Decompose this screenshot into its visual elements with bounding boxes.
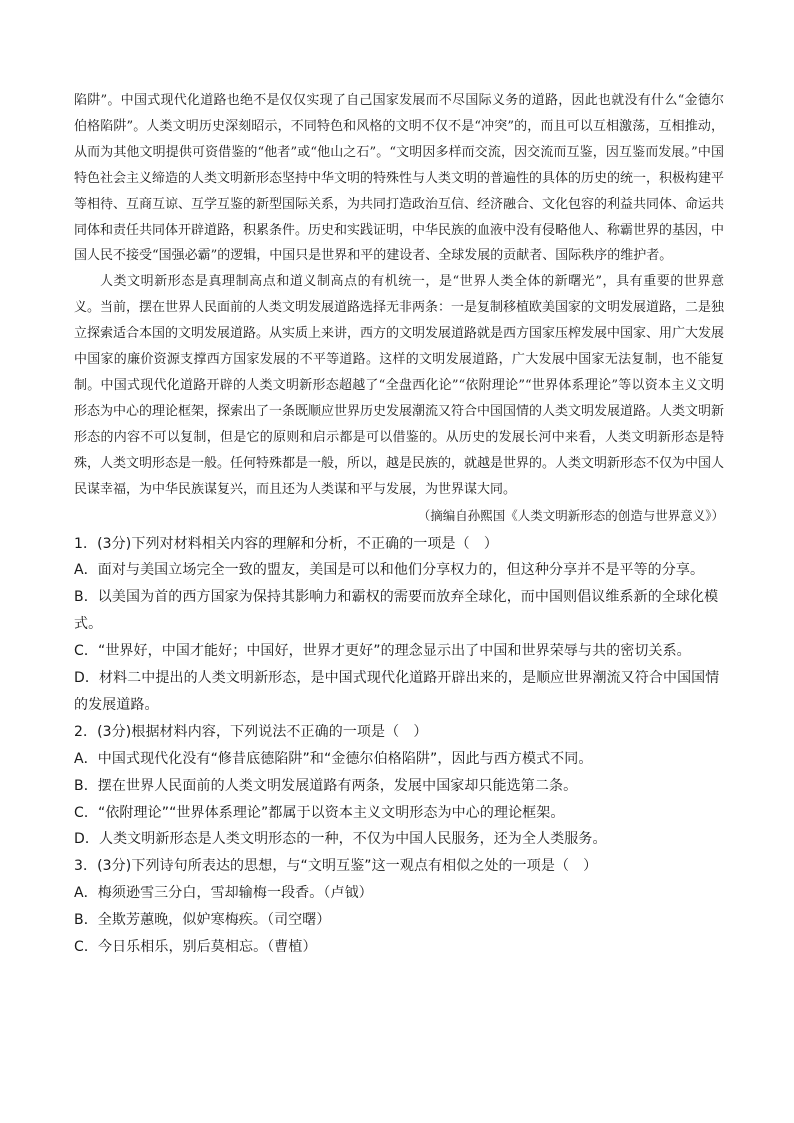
question-1: [74, 531, 724, 719]
question-stem: 2．(3分)根据材料内容，下列说法不正确的一项是（ ）: [74, 723, 428, 740]
answer-option: B．摆在世界人民面前的人类文明发展道路有两条，发展中国家却只能选第二条。: [74, 777, 578, 794]
passage-paragraph-1: 陷阱”。中国式现代化道路也绝不是仅仅实现了自己国家发展而不尽国际义务的道路，因此也就没有什么“金德尔伯格陷阱”。人类文明历史深刻昭示，不同特色和风格的文明不仅不是“冲突”的，而且可以互相激荡，互相推动，从而为其他文明提供可资借鉴的“他者”或“他山之石”。“文明因多样而交流，因交流而互鉴，因互鉴而发展。”中国特色社会主义缔造的人类文明新形态坚持中华文明的特殊性与人类文明的普遍性的具体的历史的统一，积极构建平等相待、互商互谅、互学互鉴的新型国际关系，为共同打造政治互信、经济融合、文化包容的利益共同体、命运共同体和责任共同体开辟道路，积累条件。历史和实践证明，中华民族的血液中没有侵略他人、称霸世界的基因，中国人民不接受“国强必霸”的逻辑，中国只是世界和平的建设者、全球发展的贡献者、国际秩序的维护者。: [74, 93, 725, 264]
question-3: [74, 853, 724, 961]
question-list: [74, 531, 724, 962]
answer-option: B．以美国为首的西方国家为保持其影响力和霸权的需要而放弃全球化，而中国则倡议维系新的全球化模式。: [74, 589, 719, 633]
question-2: [74, 719, 724, 854]
answer-option: D．材料二中提出的人类文明新形态，是中国式现代化道路开辟出来的，是顺应世界潮流又符合中国国情的发展道路。: [74, 670, 720, 713]
question-stem: 3．(3分)下列诗句所表达的思想，与“文明互鉴”这一观点有相似之处的一项是（ ）: [74, 858, 598, 875]
answer-option: A．面对与美国立场完全一致的盟友，美国是可以和他们分享权力的，但这种分享并不是平等的分享。: [74, 562, 705, 579]
answer-option: A．中国式现代化没有“修昔底德陷阱”和“金德尔伯格陷阱”，因此与西方模式不同。: [74, 750, 593, 767]
answer-option: C．今日乐相乐，别后莫相忘。（曹植）: [74, 939, 317, 956]
passage-source: （摘编自孙熙国《人类文明新形态的创造与世界意义》）: [417, 507, 724, 523]
answer-option: D．人类文明新形态是人类文明形态的一种，不仅为中国人民服务，还为全人类服务。: [74, 831, 607, 848]
passage-paragraph-2: 人类文明新形态是真理制高点和道义制高点的有机统一，是“世界人类全体的新曙光”，具有重要的世界意义。当前，摆在世界人民面前的人类文明发展道路选择无非两条：一是复制移植欧美国家的文明发展道路，二是独立探索适合本国的文明发展道路。从实质上来讲，西方的文明发展道路就是西方国家压榨发展中国家、用广大发展中国家的廉价资源支撑西方国家发展的不平等道路。这样的文明发展道路，广大发展中国家无法复制，也不能复制。中国式现代化道路开辟的人类文明新形态超越了“全盘西化论”“依附理论”“世界体系理论”等以资本主义文明形态为中心的理论框架，探索出了一条既顺应世界历史发展潮流又符合中国国情的人类文明发展道路。人类文明新形态的内容不可以复制，但是它的原则和启示都是可以借鉴的。从历史的发展长河中来看，人类文明新形态是特殊，人类文明形态是一般。任何特殊都是一般，所以，越是民族的，就越是世界的。人类文明新形态不仅为中国人民谋幸福，为中华民族谋复兴，而且还为人类谋和平与发展，为世界谋大同。: [74, 274, 725, 497]
answer-option: C．“世界好，中国才能好；中国好，世界才更好”的理念显示出了中国和世界荣辱与共的密切关系。: [74, 643, 691, 660]
answer-option: C．“依附理论”“世界体系理论”都属于以资本主义文明形态为中心的理论框架。: [74, 804, 565, 821]
answer-option: B．全欺芳蕙晚，似妒寒梅疾。（司空曙）: [74, 912, 331, 929]
question-stem: 1．(3分)下列对材料相关内容的理解和分析，不正确的一项是（ ）: [74, 535, 498, 552]
answer-option: A．梅须逊雪三分白，雪却输梅一段香。（卢钺）: [74, 885, 373, 902]
